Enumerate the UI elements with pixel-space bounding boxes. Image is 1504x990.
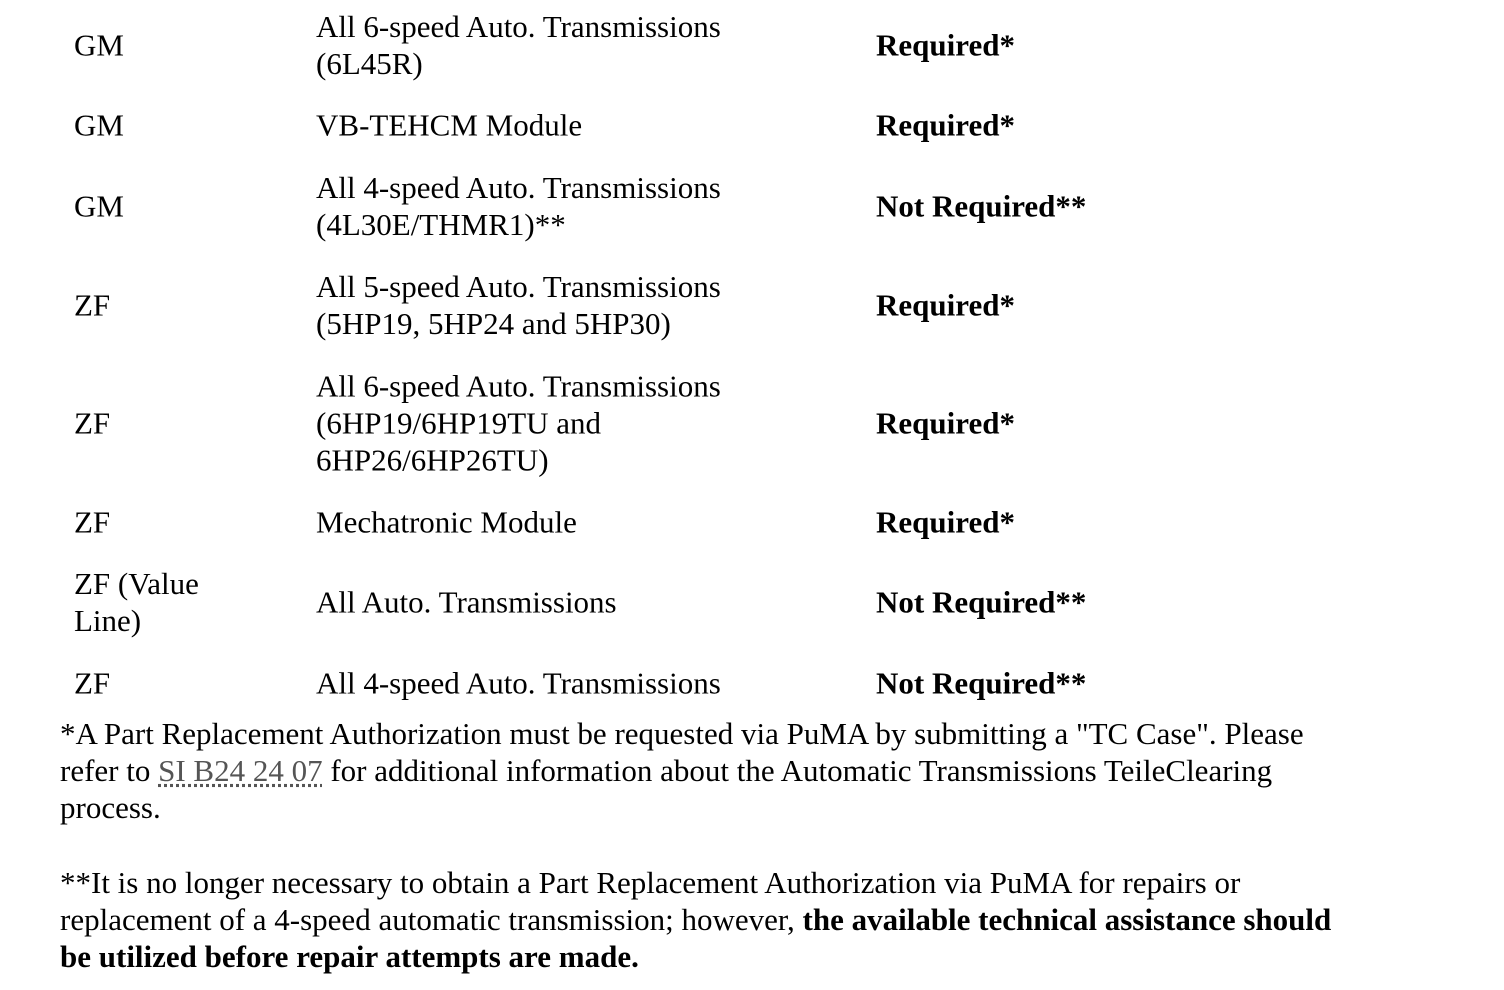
manufacturer-cell: ZF — [74, 504, 111, 540]
table-row — [0, 648, 1504, 718]
description-cell — [316, 665, 856, 702]
table-row — [0, 358, 1504, 488]
authorization-status-cell: Not Required** — [876, 584, 1087, 620]
description-cell — [316, 368, 856, 479]
description-cell — [316, 584, 856, 621]
description-line: All 6-speed Auto. Transmissions — [316, 9, 721, 44]
description-cell — [316, 169, 856, 243]
authorization-status-cell: Required* — [876, 287, 1015, 323]
manufacturer-cell: ZF — [74, 665, 111, 701]
authorization-status-cell: Not Required** — [876, 188, 1087, 224]
description-cell — [316, 504, 856, 541]
manufacturer-line: ZF (Value — [74, 566, 199, 601]
description-line: 6HP26/6HP26TU) — [316, 442, 549, 478]
footnote-text: refer to — [60, 753, 159, 788]
description-line: (6L45R) — [316, 46, 423, 81]
footnote-emphasis: the available technical assistance should — [802, 902, 1332, 937]
table-row — [0, 160, 1504, 252]
authorization-status-cell: Not Required** — [876, 665, 1087, 701]
table-row — [0, 0, 1504, 90]
description-line: All 5-speed Auto. Transmissions — [316, 269, 721, 304]
manufacturer-cell: GM — [74, 107, 124, 143]
description-cell — [316, 107, 856, 144]
footnotes — [60, 715, 1450, 975]
table-row — [0, 252, 1504, 358]
authorization-status-cell: Required* — [876, 405, 1015, 441]
description-line: All 6-speed Auto. Transmissions — [316, 368, 721, 404]
table-row — [0, 556, 1504, 648]
manufacturer-cell: ZF — [74, 287, 111, 323]
footnote-text: for additional information about the Automatic Transmissions TeileClearing — [322, 753, 1273, 788]
manufacturer-cell: ZF — [74, 405, 111, 441]
description-line: All 4-speed Auto. Transmissions — [316, 170, 721, 205]
paragraph-gap — [60, 826, 1450, 864]
authorization-status-cell: Required* — [876, 504, 1015, 540]
description-line: (4L30E/THMR1)** — [316, 207, 566, 242]
authorization-status-cell: Required* — [876, 107, 1015, 143]
footnote-text: *A Part Replacement Authorization must be requested via PuMA by submitting a "TC Case". Please — [60, 716, 1304, 751]
footnote-text: **It is no longer necessary to obtain a Part Replacement Authorization via PuMA for repairs or — [60, 865, 1241, 900]
footnote-required — [60, 715, 1450, 826]
description-line: All Auto. Transmissions — [316, 584, 617, 620]
manufacturer-cell: GM — [74, 27, 124, 63]
description-line: (6HP19/6HP19TU and — [316, 405, 602, 441]
footnote-text: replacement of a 4-speed automatic transmission; however, — [60, 902, 803, 937]
footnote-emphasis: be utilized before repair attempts are made. — [60, 939, 639, 974]
si-bulletin-link[interactable]: SI B24 24 07 — [158, 753, 323, 788]
table-row — [0, 488, 1504, 556]
footnote-text: process. — [60, 790, 161, 825]
description-cell — [316, 268, 856, 342]
authorization-status-cell: Required* — [876, 27, 1015, 63]
description-line: All 4-speed Auto. Transmissions — [316, 665, 721, 701]
table-row — [0, 90, 1504, 160]
description-line: VB-TEHCM Module — [316, 107, 583, 143]
footnote-not-required — [60, 864, 1450, 975]
description-cell — [316, 8, 856, 82]
manufacturer-cell — [74, 565, 304, 639]
description-line: Mechatronic Module — [316, 504, 577, 540]
manufacturer-line: Line) — [74, 603, 142, 638]
manufacturer-cell: GM — [74, 188, 124, 224]
description-line: (5HP19, 5HP24 and 5HP30) — [316, 306, 671, 341]
